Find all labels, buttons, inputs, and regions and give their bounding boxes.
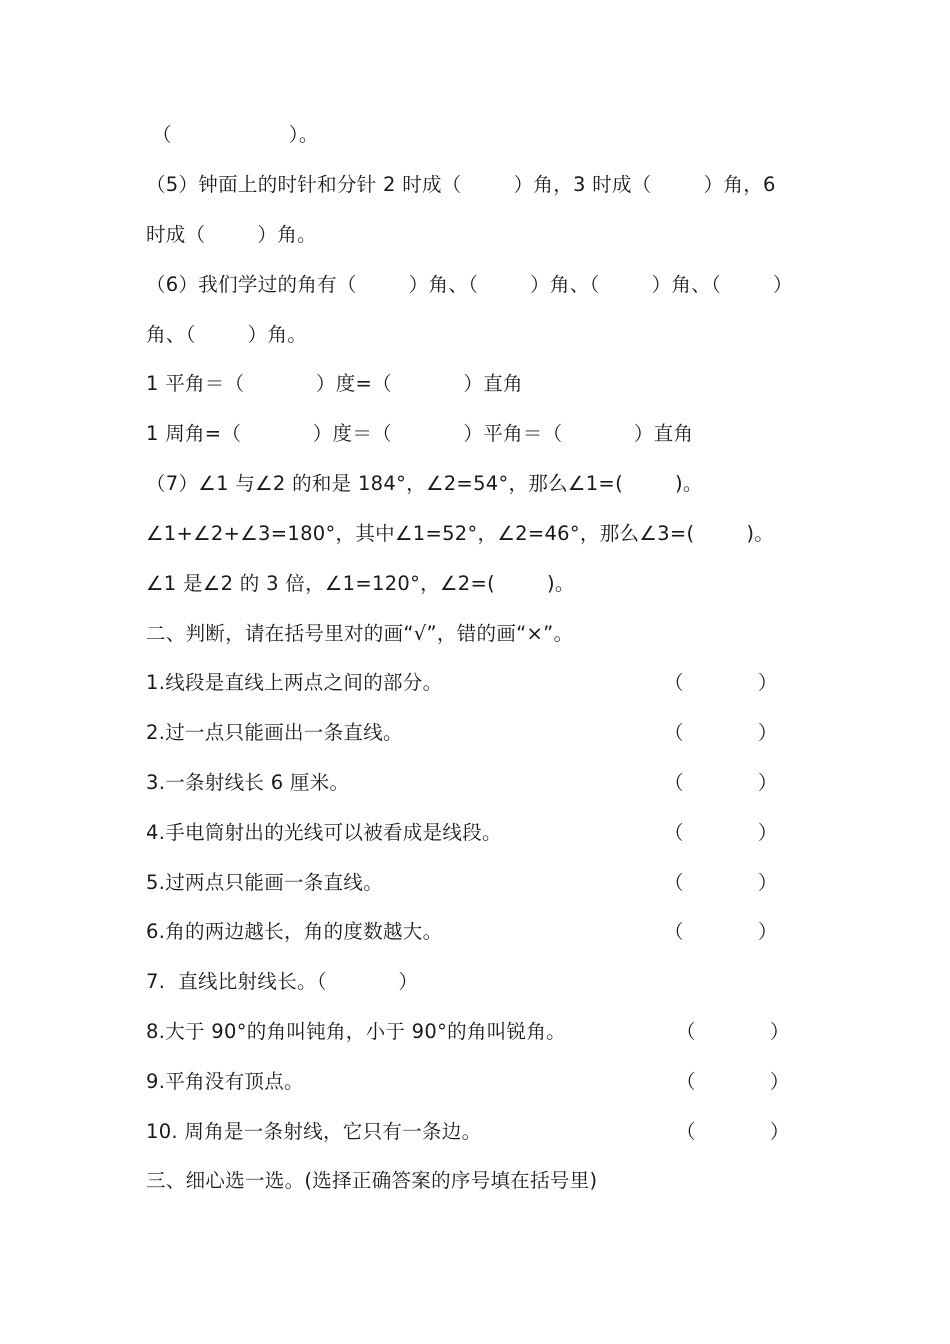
question-5-line-1: （5）钟面上的时针和分针 2 时成（ ）角，3 时成（ ）角，6 xyxy=(146,173,776,196)
answer-parentheses: （ ） xyxy=(664,721,778,744)
section-2-heading: 二、判断，请在括号里对的画“√”，错的画“×”。 xyxy=(146,622,574,645)
answer-parentheses: （ ） xyxy=(664,671,778,694)
judgement-statement: 5.过两点只能画一条直线。 xyxy=(146,871,384,894)
judgement-item xyxy=(146,720,786,746)
judgement-statement: 4.手电筒射出的光线可以被看成是线段。 xyxy=(146,821,502,844)
judgement-item xyxy=(146,820,786,846)
judgement-statement: 9.平角没有顶点。 xyxy=(146,1070,304,1093)
question-5-line-2: 时成（ ）角。 xyxy=(146,223,317,246)
judgement-item xyxy=(146,1119,790,1145)
judgement-item xyxy=(146,919,786,945)
question-7-line-2: ∠1+∠2+∠3=180°，其中∠1=52°，∠2=46°，那么∠3=( )。 xyxy=(146,522,775,545)
answer-parentheses: （ ） xyxy=(664,821,778,844)
judgement-item xyxy=(146,670,786,696)
flat-angle-conversion: 1 平角＝（ ）度=（ ）直角 xyxy=(146,372,523,395)
judgement-item xyxy=(146,1069,790,1095)
full-angle-conversion: 1 周角=（ ）度＝（ ）平角＝（ ）直角 xyxy=(146,422,694,445)
answer-parentheses: （ ） xyxy=(676,1120,790,1143)
question-6-line-1: （6）我们学过的角有（ ）角、（ ）角、（ ）角、（ ） xyxy=(146,273,793,296)
judgement-statement: 3.一条射线长 6 厘米。 xyxy=(146,771,350,794)
question-7-line-1: （7）∠1 与∠2 的和是 184°，∠2=54°，那么∠1=( )。 xyxy=(146,472,703,495)
judgement-statement: 8.大于 90°的角叫钝角，小于 90°的角叫锐角。 xyxy=(146,1020,566,1043)
answer-blank-line: （ ）。 xyxy=(152,123,319,146)
section-3-heading: 三、细心选一选。(选择正确答案的序号填在括号里) xyxy=(146,1169,598,1192)
question-6-line-2: 角、（ ）角。 xyxy=(146,323,308,346)
judgement-statement: 10. 周角是一条射线，它只有一条边。 xyxy=(146,1120,482,1143)
answer-parentheses: （ ） xyxy=(676,1020,790,1043)
judgement-item xyxy=(146,870,786,896)
answer-parentheses: （ ） xyxy=(664,771,778,794)
judgement-item xyxy=(146,770,786,796)
judgement-item xyxy=(146,969,786,995)
answer-parentheses: （ ） xyxy=(676,1070,790,1093)
judgement-statement: 1.线段是直线上两点之间的部分。 xyxy=(146,671,443,694)
answer-parentheses: （ ） xyxy=(664,920,778,943)
judgement-statement: 2.过一点只能画出一条直线。 xyxy=(146,721,403,744)
judgement-statement: 6.角的两边越长，角的度数越大。 xyxy=(146,920,443,943)
question-7-line-3: ∠1 是∠2 的 3 倍，∠1=120°，∠2=( )。 xyxy=(146,572,575,595)
judgement-item xyxy=(146,1019,790,1045)
judgement-statement: 7. 直线比射线长。（ ） xyxy=(146,970,419,993)
answer-parentheses: （ ） xyxy=(664,871,778,894)
